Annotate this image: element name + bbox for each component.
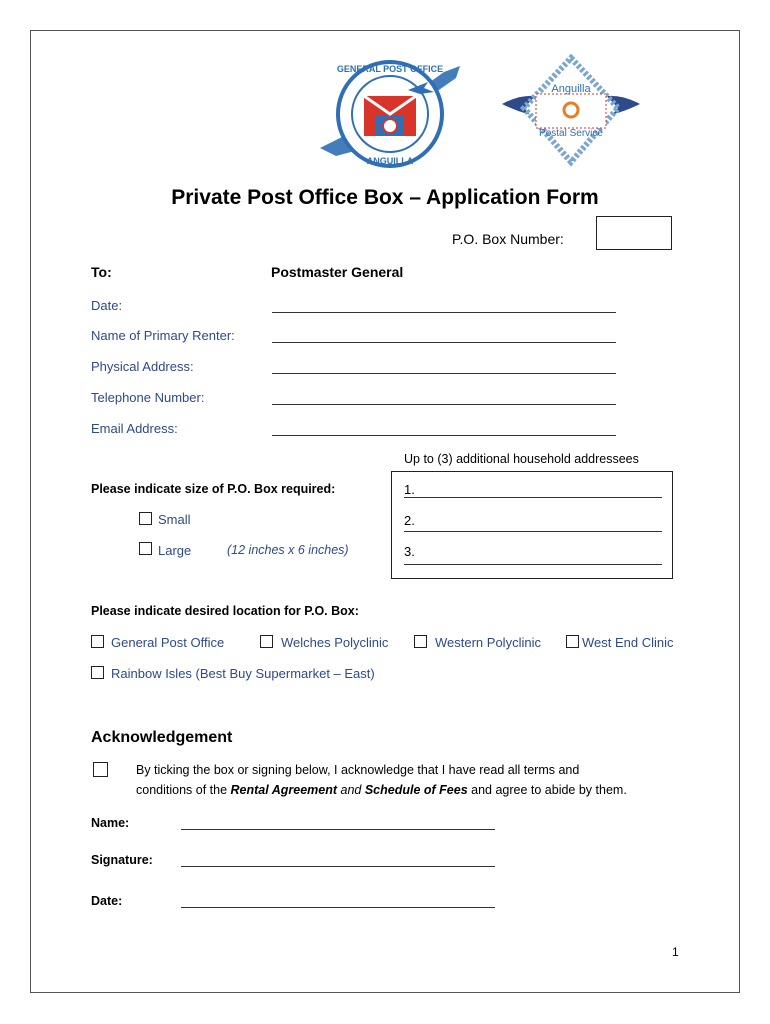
addressee-1-field[interactable] xyxy=(404,497,662,498)
to-value: Postmaster General xyxy=(271,264,404,280)
large-checkbox[interactable] xyxy=(139,542,152,555)
gpo-logo-text-top: GENERAL POST OFFICE xyxy=(336,64,444,74)
name-field[interactable] xyxy=(181,829,495,830)
large-size-note: (12 inches x 6 inches) xyxy=(227,543,349,557)
date-field[interactable] xyxy=(272,312,616,313)
ack-text-conditions: conditions of the xyxy=(136,783,231,797)
name-label: Name: xyxy=(91,816,130,830)
location-western-polyclinic-checkbox[interactable] xyxy=(414,635,427,648)
ack-text-and: and xyxy=(337,783,365,797)
acknowledgement-heading: Acknowledgement xyxy=(91,729,233,746)
location-rainbow-isles-checkbox[interactable] xyxy=(91,666,104,679)
telephone-field[interactable] xyxy=(272,404,616,405)
small-checkbox[interactable] xyxy=(139,512,152,525)
signature-label: Signature: xyxy=(91,853,153,867)
stamp-text-bottom: Postal Service xyxy=(539,128,603,139)
addressee-3-field[interactable] xyxy=(404,564,662,565)
primary-renter-field[interactable] xyxy=(272,342,616,343)
signoff-date-field[interactable] xyxy=(181,907,495,908)
addressee-3-label: 3. xyxy=(404,544,415,559)
page-title: Private Post Office Box – Application Form xyxy=(171,186,599,209)
location-west-end-clinic-label: West End Clinic xyxy=(582,635,674,650)
acknowledgement-checkbox[interactable] xyxy=(93,762,108,777)
signature-field[interactable] xyxy=(181,866,495,867)
page-number: 1 xyxy=(672,945,679,959)
schedule-of-fees-link: Schedule of Fees xyxy=(364,783,468,797)
small-label: Small xyxy=(158,512,191,527)
additional-addressees-header: Up to (3) additional household addressees xyxy=(404,452,639,466)
addressee-2-field[interactable] xyxy=(404,531,662,532)
stamp-text-top: Anguilla xyxy=(551,83,591,95)
size-question: Please indicate size of P.O. Box required: xyxy=(91,482,336,496)
primary-renter-label: Name of Primary Renter: xyxy=(91,328,235,343)
anguilla-postal-service-logo xyxy=(498,54,644,170)
acknowledgement-text-line2 xyxy=(136,783,627,797)
location-welches-polyclinic-checkbox[interactable] xyxy=(260,635,273,648)
email-field[interactable] xyxy=(272,435,616,436)
ack-text-end: and agree to abide by them. xyxy=(467,783,627,797)
location-question: Please indicate desired location for P.O. Box: xyxy=(91,604,359,618)
telephone-label: Telephone Number: xyxy=(91,390,205,405)
addressee-2-label: 2. xyxy=(404,513,415,528)
acknowledgement-text-line1: By ticking the box or signing below, I acknowledge that I have read all terms and xyxy=(136,763,580,777)
location-western-polyclinic-label: Western Polyclinic xyxy=(435,635,541,650)
po-box-number-field[interactable] xyxy=(596,216,672,250)
additional-addressees-box xyxy=(391,471,673,579)
location-general-post-office-checkbox[interactable] xyxy=(91,635,104,648)
signoff-date-label: Date: xyxy=(91,894,123,908)
po-box-number-label: P.O. Box Number: xyxy=(452,231,564,247)
rental-agreement-link: Rental Agreement xyxy=(230,783,338,797)
location-welches-polyclinic-label: Welches Polyclinic xyxy=(281,635,389,650)
gpo-logo-text-bottom: ANGUILLA xyxy=(366,156,414,166)
date-label: Date: xyxy=(91,298,123,313)
general-post-office-logo xyxy=(316,52,464,176)
location-rainbow-isles-label: Rainbow Isles (Best Buy Supermarket – East) xyxy=(111,666,375,681)
location-general-post-office-label: General Post Office xyxy=(111,635,225,650)
physical-address-label: Physical Address: xyxy=(91,359,194,374)
email-label: Email Address: xyxy=(91,421,178,436)
large-label: Large xyxy=(158,543,192,558)
addressee-1-label: 1. xyxy=(404,482,415,497)
physical-address-field[interactable] xyxy=(272,373,616,374)
to-label: To: xyxy=(91,264,112,280)
location-west-end-clinic-checkbox[interactable] xyxy=(566,635,579,648)
